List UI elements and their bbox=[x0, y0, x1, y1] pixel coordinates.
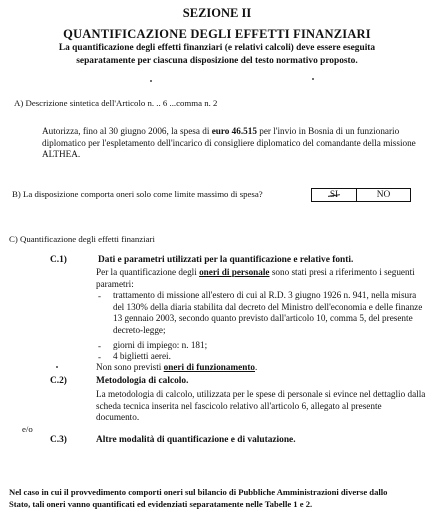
speck bbox=[150, 80, 152, 82]
c3-number: C.3) bbox=[50, 435, 67, 445]
section-a-label-prefix: A) Descrizione sintetica dell'Articolo n. bbox=[14, 98, 155, 108]
subtitle-line-2: separatamente per ciascuna disposizione del testo normativo proposto. bbox=[76, 56, 358, 66]
subtitle-line-1: La quantificazione degli effetti finanziari (e relativi calcoli) deve essere eseguita bbox=[58, 43, 376, 53]
bullet-dash: - bbox=[98, 352, 101, 362]
c3-title: Altre modalità di quantificazione e di valutazione. bbox=[96, 435, 296, 445]
bullet-dash: - bbox=[98, 291, 101, 301]
section-a-description: Autorizza, fino al 30 giugno 2006, la spesa di euro 46.515 per l'invio in Bosnia di un funzionario diplomatico per l'espletamento dell'incarico di consigliere diplomatico del comandante della missione ALTHEA. bbox=[42, 126, 416, 160]
c1-bullet-2: giorni di impiego: n. 181; bbox=[113, 340, 208, 350]
footer-line-1: Nel caso in cui il provvedimento comporti oneri sul bilancio di Pubbliche Amministrazioni diverse dallo bbox=[9, 487, 388, 497]
c1-title: Dati e parametri utilizzati per la quantificazione e relative fonti. bbox=[98, 255, 354, 265]
bullet-dash: - bbox=[98, 341, 101, 351]
section-a-label bbox=[14, 98, 217, 108]
no-option[interactable] bbox=[356, 188, 411, 202]
operating-costs-link: oneri di funzionamento bbox=[163, 362, 256, 372]
c2-text: La metodologia di calcolo, utilizzata per le spese di personale si evince nel dettaglio dalla scheda tecnica inserita nel fascicolo relativo all'articolo 6, allegato al presente documento. bbox=[96, 389, 426, 423]
page-title: QUANTIFICAZIONE DEGLI EFFETTI FINANZIARI bbox=[63, 27, 371, 41]
c3-prefix: e/o bbox=[22, 424, 33, 434]
c2-number: C.2) bbox=[50, 376, 67, 386]
personnel-costs-link: oneri di personale bbox=[199, 267, 270, 277]
section-a-label-suffix: comma n. 2 bbox=[176, 98, 218, 108]
no-label: NO bbox=[376, 190, 391, 200]
c1-bullet-3: 4 biglietti aerei. bbox=[113, 351, 171, 361]
yes-label: SI bbox=[329, 190, 339, 200]
section-heading: SEZIONE II bbox=[182, 6, 252, 20]
speck bbox=[56, 366, 58, 368]
amount: euro 46.515 bbox=[211, 126, 257, 136]
footer-line-2: Stato, tali oneri vanno quantificati ed evidenziati separatamente nelle Tabelle 1 e 2. bbox=[9, 499, 313, 509]
c1-number: C.1) bbox=[50, 255, 67, 265]
c1-bullet-1: trattamento di missione all'estero di cui al R.D. 3 giugno 1926 n. 941, nella misura del 130% della diaria stabilita dal decreto del Ministro dell'economia e delle finanze 13 gennaio 2003, secondo quanto previsto dall'articolo 10, comma 5, del presente decreto-legge; bbox=[113, 290, 423, 335]
c2-title: Metodologia di calcolo. bbox=[96, 376, 189, 386]
speck bbox=[312, 78, 314, 80]
section-c-heading: C) Quantificazione degli effetti finanziari bbox=[9, 234, 155, 244]
c1-intro: Per la quantificazione degli oneri di personale sono stati presi a riferimento i seguenti parametri: bbox=[96, 267, 415, 289]
yes-option[interactable] bbox=[311, 188, 357, 202]
article-number: .. 6 ... bbox=[156, 98, 177, 108]
c1-note: Non sono previsti oneri di funzionamento. bbox=[96, 362, 258, 372]
section-b-question: B) La disposizione comporta oneri solo come limite massimo di spesa? bbox=[12, 189, 263, 199]
